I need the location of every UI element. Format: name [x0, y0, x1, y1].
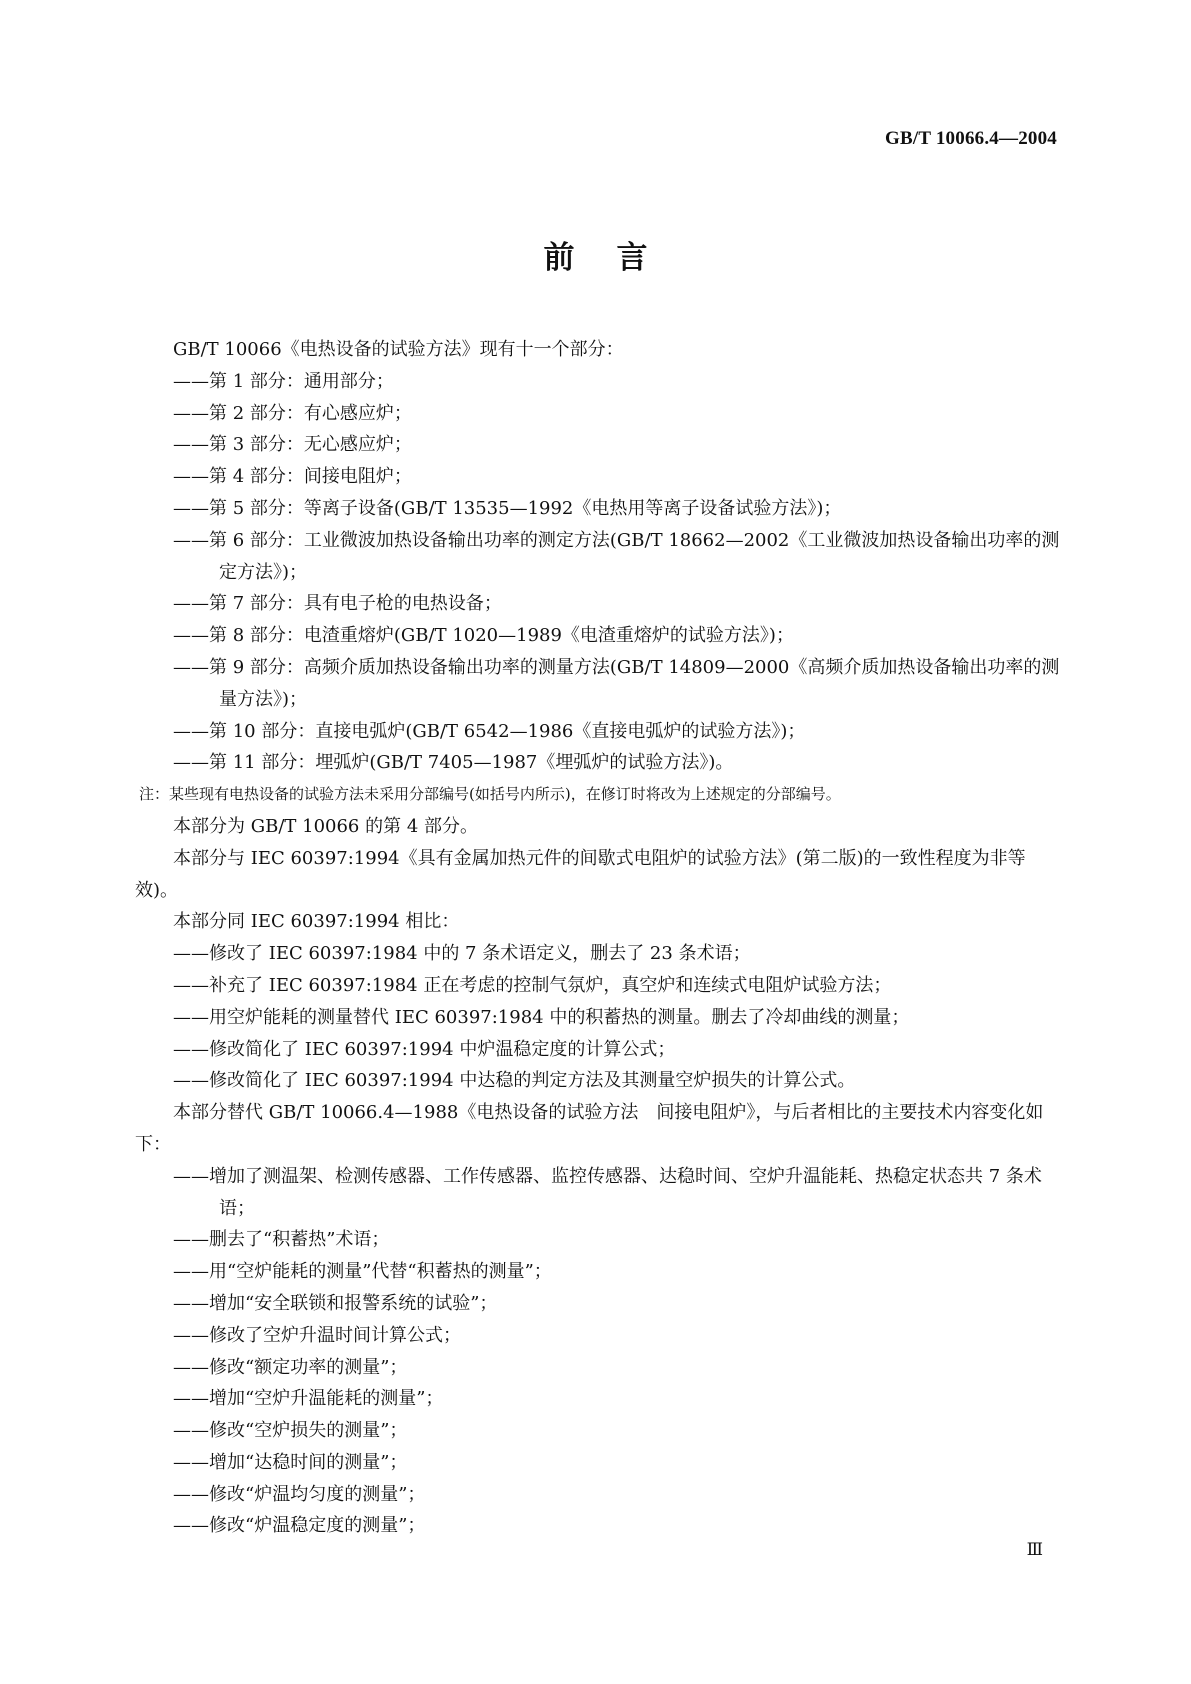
list-item: ——修改“炉温均匀度的测量”； [173, 1483, 426, 1505]
list-item: ——第 5 部分：等离子设备(GB/T 13535—1992《电热用等离子设备试验方法》)； [173, 497, 842, 519]
list-item: ——修改简化了 IEC 60397:1994 中炉温稳定度的计算公式； [173, 1038, 676, 1060]
list-item: ——增加“达稳时间的测量”； [173, 1451, 408, 1473]
part-statement: 本部分为 GB/T 10066 的第 4 部分。 [173, 815, 478, 837]
list-item: ——修改“炉温稳定度的测量”； [173, 1515, 426, 1537]
standard-code: GB/T 10066.4—2004 [885, 128, 1057, 149]
foreword-body [135, 334, 1060, 1542]
list-item: ——第 9 部分：高频介质加热设备输出功率的测量方法(GB/T 14809—2000《高频介质加热设备输出功率的测量方法》)； [173, 656, 1060, 710]
list-item: ——增加“空炉升温能耗的测量”； [173, 1388, 444, 1410]
list-item: ——修改了空炉升温时间计算公式； [173, 1324, 461, 1346]
page-title: 前言 [543, 240, 690, 276]
list-item: ——第 8 部分：电渣重熔炉(GB/T 1020—1989《电渣重熔炉的试验方法》)； [173, 625, 794, 647]
list-item: ——第 1 部分：通用部分； [173, 370, 394, 392]
list-item: ——修改“空炉损失的测量”； [173, 1420, 408, 1442]
list-item: ——修改“额定功率的测量”； [173, 1356, 408, 1378]
consistency-paragraph: 本部分与 IEC 60397:1994《具有金属加热元件的间歇式电阻炉的试验方法》(第二版)的一致性程度为非等效)。 [135, 847, 1026, 901]
intro-paragraph: GB/T 10066《电热设备的试验方法》现有十一个部分： [173, 339, 624, 360]
replace-intro: 本部分替代 GB/T 10066.4—1988《电热设备的试验方法 间接电阻炉》，与后者相比的主要技术内容变化如下： [135, 1102, 1044, 1155]
comparison-intro: 本部分同 IEC 60397:1994 相比： [173, 911, 460, 933]
list-item: ——增加“安全联锁和报警系统的试验”； [173, 1292, 498, 1314]
note: 注：某些现有电热设备的试验方法未采用分部编号(如括号内所示)，在修订时将改为上述规定的分部编号。 [139, 785, 841, 804]
list-item: ——修改了 IEC 60397:1984 中的 7 条术语定义，删去了 23 条术语； [173, 943, 751, 965]
list-item: ——第 11 部分：埋弧炉(GB/T 7405—1987《埋弧炉的试验方法》)。 [173, 752, 734, 774]
list-item: ——增加了测温架、检测传感器、工作传感器、监控传感器、达稳时间、空炉升温能耗、热稳定状态共 7 条术语； [173, 1165, 1042, 1219]
list-item: ——第 10 部分：直接电弧炉(GB/T 6542—1986《直接电弧炉的试验方法》)； [173, 720, 806, 742]
list-item: ——第 2 部分：有心感应炉； [173, 402, 412, 424]
list-item: ——补充了 IEC 60397:1984 正在考虑的控制气氛炉，真空炉和连续式电阻炉试验方法； [173, 974, 892, 996]
list-item: ——删去了“积蓄热”术语； [173, 1229, 390, 1251]
list-item: ——第 7 部分：具有电子枪的电热设备； [173, 593, 502, 615]
list-item: ——用“空炉能耗的测量”代替“积蓄热的测量”； [173, 1261, 552, 1283]
list-item: ——第 4 部分：间接电阻炉； [173, 466, 412, 488]
list-item: ——第 3 部分：无心感应炉； [173, 434, 412, 456]
list-item: ——用空炉能耗的测量替代 IEC 60397:1984 中的积蓄热的测量。删去了冷却曲线的测量； [173, 1006, 910, 1028]
list-item: ——第 6 部分：工业微波加热设备输出功率的测定方法(GB/T 18662—2002《工业微波加热设备输出功率的测定方法》)； [173, 529, 1060, 583]
list-item: ——修改简化了 IEC 60397:1994 中达稳的判定方法及其测量空炉损失的计算公式。 [173, 1070, 856, 1092]
page-number: Ⅲ [1026, 1540, 1043, 1559]
